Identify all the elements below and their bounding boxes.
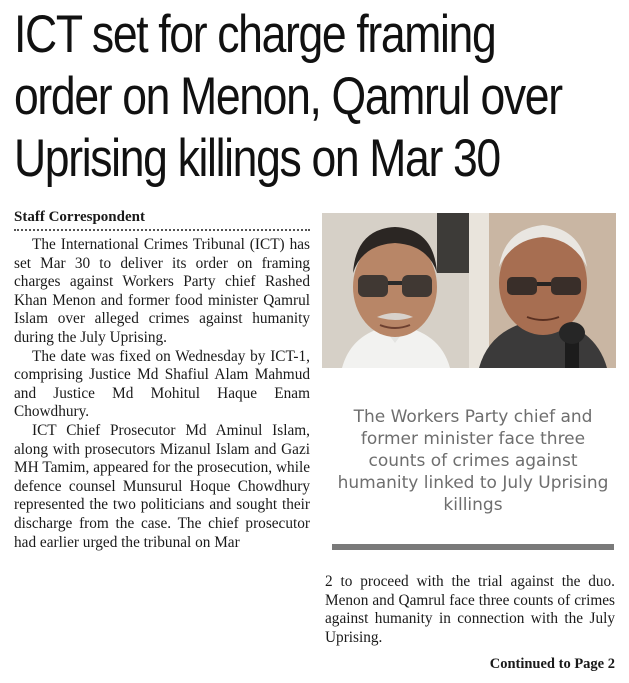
caption-divider bbox=[332, 544, 614, 550]
paragraph-continuation: 2 to proceed with the trial against the duo. Menon and Qamrul face three counts of crimes against humanity in connection with the July Uprising. bbox=[325, 573, 615, 646]
article-body-right bbox=[325, 573, 615, 647]
paragraph-2: The date was fixed on Wednesday by ICT-1, comprising Justice Md Shafiul Alam Mahmud and Justice Md Mohitul Haque Enam Chowdhury. bbox=[14, 347, 310, 421]
byline: Staff Correspondent bbox=[14, 208, 310, 231]
article-body-left bbox=[14, 236, 310, 552]
photo-caption: The Workers Party chief and former minister face three counts of crimes against humanity linked to July Uprising killings bbox=[337, 407, 609, 515]
headline-line-3: Uprising killings on Mar 30 bbox=[14, 129, 500, 188]
headline bbox=[14, 4, 562, 190]
paragraph-3: ICT Chief Prosecutor Md Aminul Islam, along with prosecutors Mizanul Islam and Gazi MH Tamim, appeared for the prosecution, while defence counsel Munsurul Hoque Chowdhury represented the two politicians and sought their discharge from the case. The chief prosecutor had earlier urged the tribunal on Mar bbox=[14, 421, 310, 551]
photo-qamrul bbox=[469, 213, 616, 368]
headline-line-1: ICT set for charge framing bbox=[14, 5, 496, 64]
paragraph-1: The International Crimes Tribunal (ICT) has set Mar 30 to deliver its order on framing charges against Workers Party chief Rashed Khan Menon and former food minister Qamrul Islam over alleged crimes against humanity during the July Uprising. bbox=[14, 236, 310, 346]
photo-pair bbox=[322, 213, 616, 368]
portrait-qamrul-illustration bbox=[469, 213, 616, 368]
headline-line-2: order on Menon, Qamrul over bbox=[14, 67, 562, 126]
portrait-menon-illustration bbox=[322, 213, 469, 368]
continued-link[interactable]: Continued to Page 2 bbox=[489, 656, 615, 672]
photo-menon bbox=[322, 213, 469, 368]
